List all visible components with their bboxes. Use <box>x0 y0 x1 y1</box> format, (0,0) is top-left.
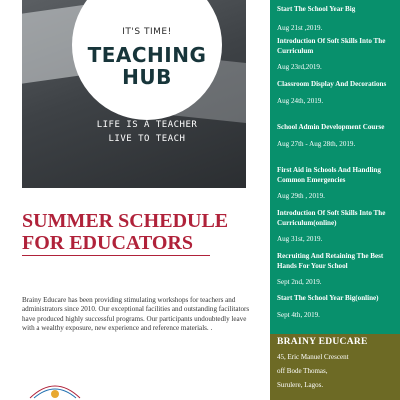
schedule-item-title: Recruiting And Retaining The Best Hands For Your School <box>277 252 384 270</box>
title-line2: FOR EDUCATORS <box>22 232 193 254</box>
motto-line2: LIVE TO TEACH <box>108 134 186 144</box>
schedule-item-date: Aug 31st, 2019. <box>277 235 323 244</box>
page-title <box>22 210 242 256</box>
schedule-item <box>277 37 397 72</box>
title-underline <box>22 255 210 256</box>
hero-motto <box>82 118 212 146</box>
schedule-item-date: Sept 2nd, 2019. <box>277 278 322 287</box>
schedule-item-date: Aug 21st ,2019. <box>277 23 323 32</box>
title-line1: SUMMER SCHEDULE <box>22 210 229 232</box>
schedule-item-date: Aug 27th - Aug 28th, 2019. <box>277 139 356 148</box>
teaching-hub-line2: HUB <box>122 65 172 89</box>
schedule-item <box>277 166 397 201</box>
schedule-item <box>277 294 397 320</box>
schedule-item <box>277 209 397 244</box>
schedule-item-title: First Aid in Schools And Handling Common Emergencies <box>277 166 381 184</box>
schedule-item <box>277 5 397 33</box>
schedule-item-title: Introduction Of Soft Skills Into The Curriculum <box>277 37 386 55</box>
hero-image <box>22 0 246 188</box>
schedule-item-date: Sept 4th, 2019. <box>277 310 320 319</box>
schedule-item-title: Introduction Of Soft Skills Into The Curriculum(online) <box>277 209 386 227</box>
address-line2: off Bode Thomas, <box>277 367 328 375</box>
schedule-sidebar <box>270 0 400 334</box>
schedule-item <box>277 123 397 149</box>
schedule-item-title: Start The School Year Big(online) <box>277 294 379 302</box>
brainy-educare-logo <box>26 380 84 400</box>
motto-line1: LIFE IS A TEACHER <box>96 120 198 130</box>
schedule-item-title: School Admin Development Course <box>277 123 385 131</box>
schedule-item <box>277 80 397 106</box>
schedule-item-title: Classroom Display And Decorations <box>277 80 387 88</box>
teaching-hub-line1: TEACHING <box>87 43 207 67</box>
contact-brand: BRAINY EDUCARE <box>277 337 368 347</box>
address-line1: 45, Eric Manuel Crescent <box>277 353 349 361</box>
intro-paragraph: Brainy Educare has been providing stimulating workshops for teachers and administrators since 2010. Our exceptional facilities and outstanding facilitators have produced highly successful programs. Our participants undoubtedly leave with a wealthy exposure, new experience and reference materials. . <box>22 296 250 333</box>
its-time-text: IT'S TIME! <box>122 27 172 37</box>
schedule-item-date: Aug 24th, 2019. <box>277 96 324 105</box>
schedule-item <box>277 252 397 287</box>
schedule-item-date: Aug 29th , 2019. <box>277 192 325 201</box>
schedule-item-date: Aug 23rd,2019. <box>277 63 322 72</box>
address-line3: Surulere, Lagos. <box>277 381 324 389</box>
contact-box <box>270 334 400 400</box>
teaching-hub-title <box>72 44 222 88</box>
schedule-item-title: Start The School Year Big <box>277 5 356 13</box>
